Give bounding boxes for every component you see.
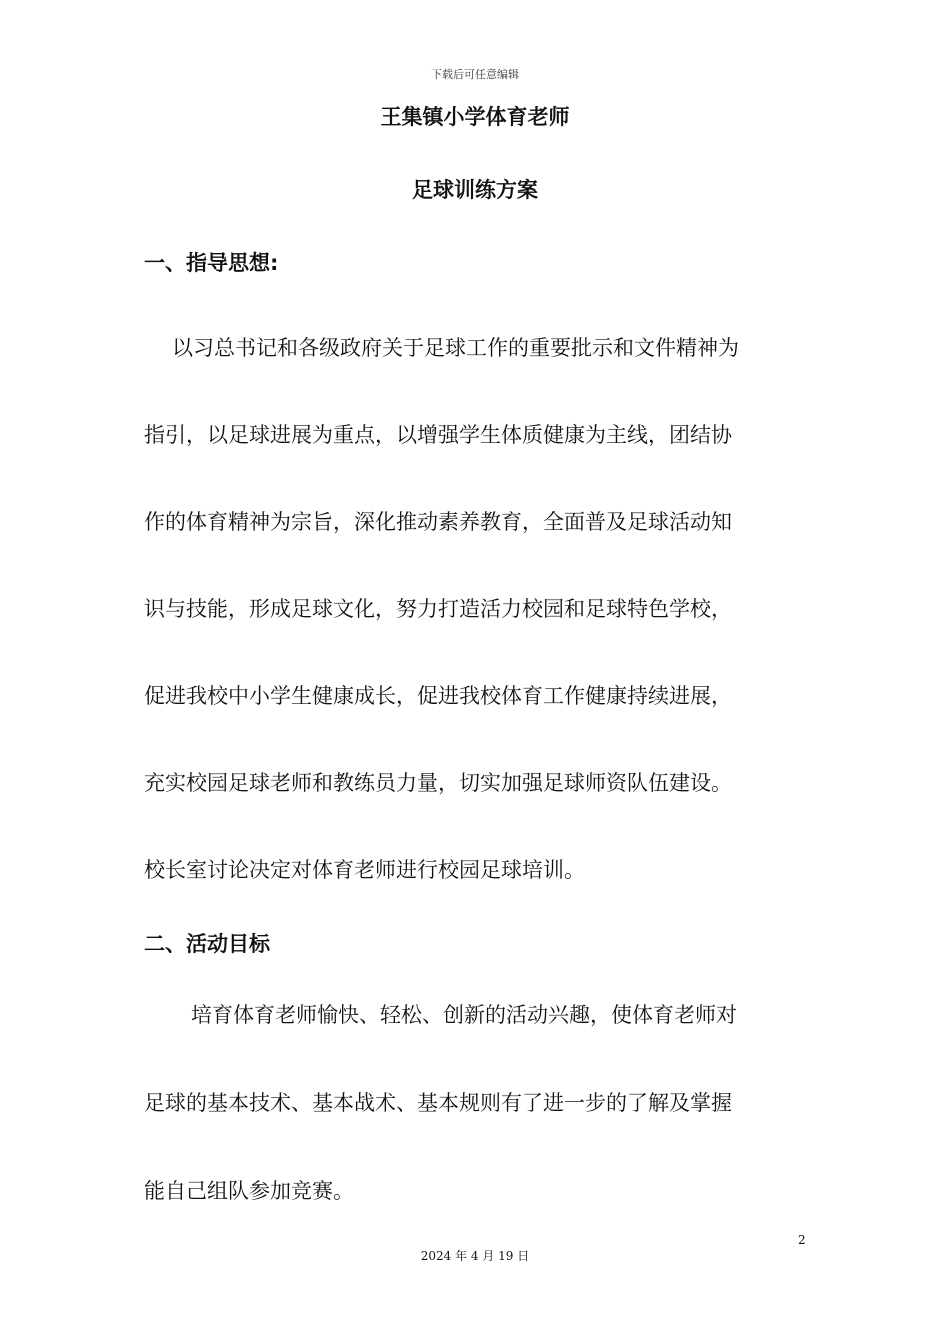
- paragraph-line: 识与技能，形成足球文化，努力打造活力校园和足球特色学校，: [144, 597, 732, 621]
- paragraph-line: 促进我校中小学生健康成长，促进我校体育工作健康持续进展，: [144, 684, 732, 708]
- footer-date: 2024 年 4 月 19 日: [420, 1249, 530, 1263]
- section-heading-guiding-ideology: 一、指导思想:: [144, 251, 279, 275]
- document-title: 王集镇小学体育老师: [380, 105, 570, 129]
- section-heading-activity-goals: 二、活动目标: [144, 932, 270, 956]
- document-subtitle: 足球训练方案: [412, 178, 538, 202]
- page-number: 2: [798, 1233, 806, 1247]
- paragraph-line: 校长室讨论决定对体育老师进行校园足球培训。: [144, 858, 585, 882]
- paragraph-line: 足球的基本技术、基本战术、基本规则有了进一步的了解及掌握: [144, 1091, 732, 1115]
- paragraph-line: 以习总书记和各级政府关于足球工作的重要批示和文件精神为: [172, 336, 739, 360]
- header-note: 下载后可任意编辑: [431, 68, 519, 81]
- paragraph-line: 充实校园足球老师和教练员力量，切实加强足球师资队伍建设。: [144, 771, 732, 795]
- paragraph-line: 指引，以足球进展为重点，以增强学生体质健康为主线，团结协: [144, 423, 732, 447]
- paragraph-line: 培育体育老师愉快、轻松、创新的活动兴趣，使体育老师对: [191, 1003, 737, 1027]
- paragraph-line: 能自己组队参加竞赛。: [144, 1179, 354, 1203]
- paragraph-line: 作的体育精神为宗旨，深化推动素养教育，全面普及足球活动知: [144, 510, 732, 534]
